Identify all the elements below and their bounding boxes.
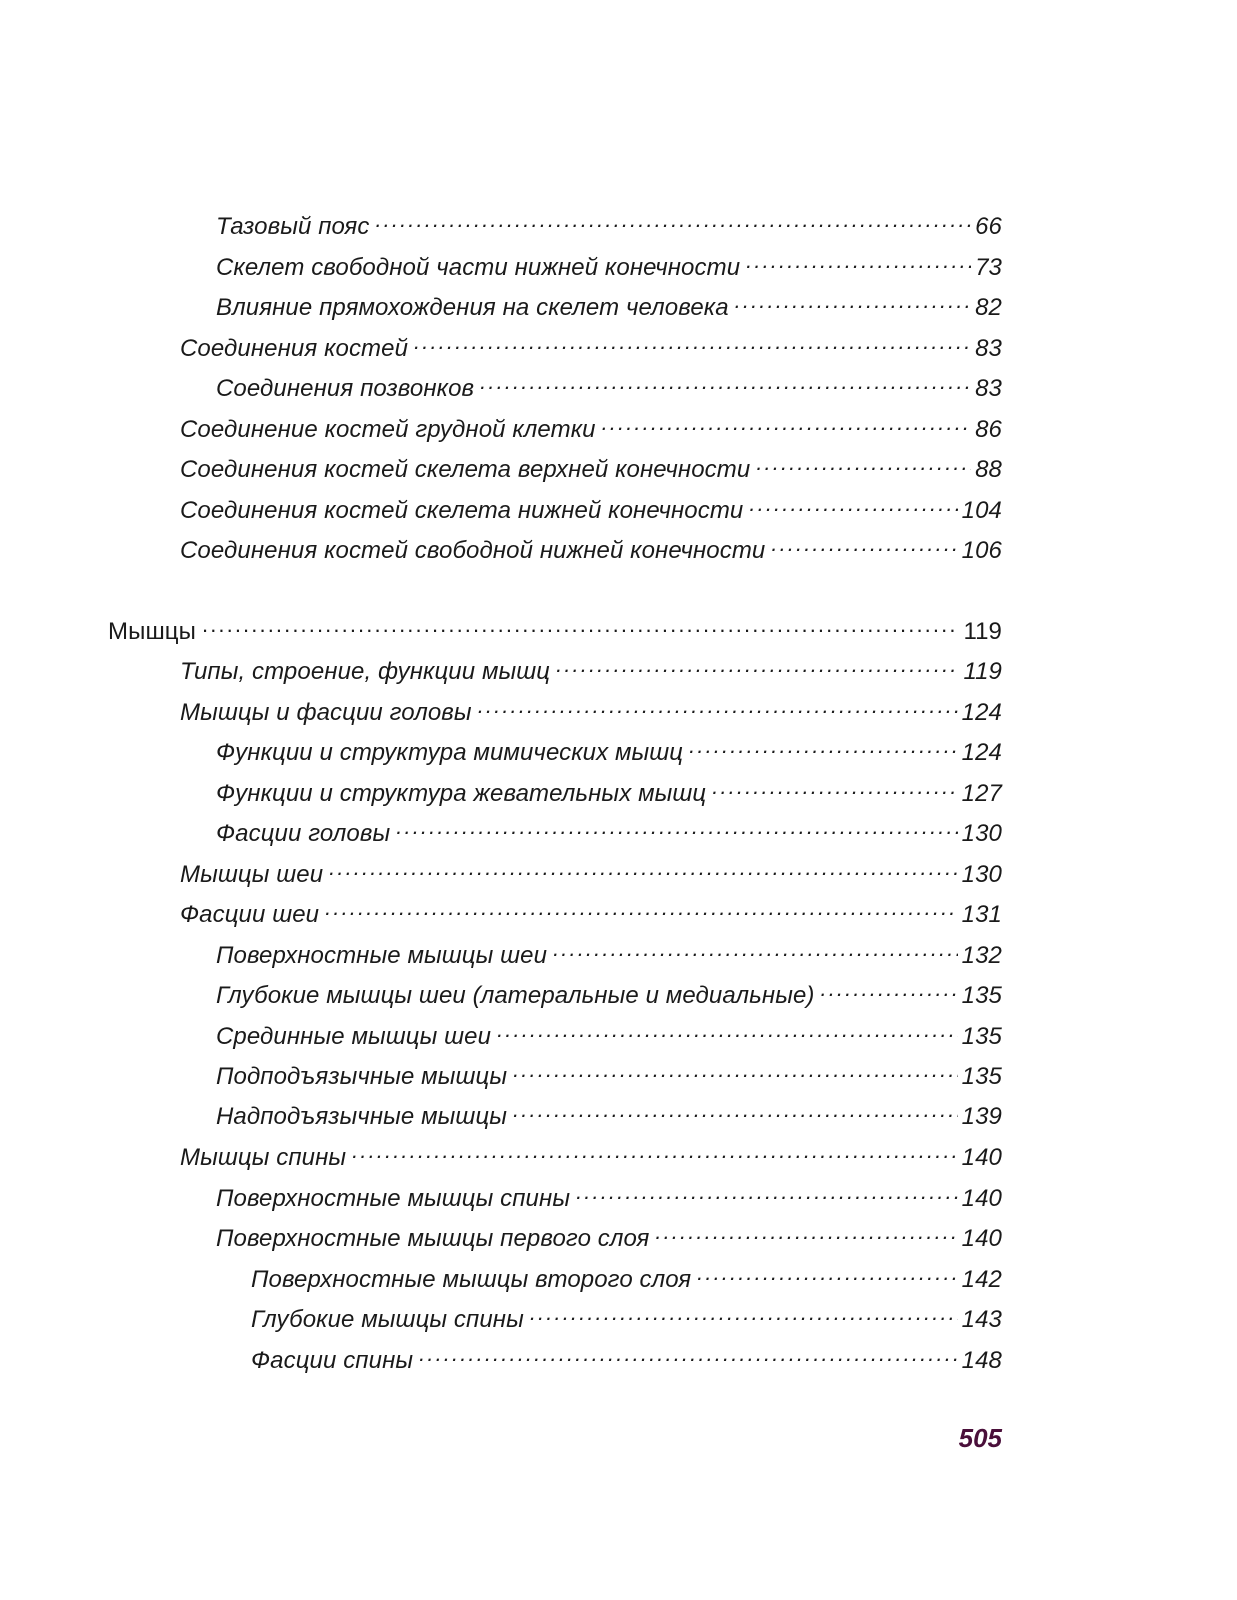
toc-entry [216,1094,1002,1132]
toc-entry [216,245,1002,283]
toc-entry-title: Мышцы спины [180,1144,347,1171]
toc-entry-title: Соединения костей [180,335,409,362]
toc-entry-title: Соединения костей скелета нижней конечности [180,497,744,524]
toc-entry-page: 66 [975,213,1002,240]
toc-entry [216,973,1002,1011]
toc-entry [216,1054,1002,1092]
dot-leader [697,1257,958,1287]
dot-leader [689,730,958,760]
toc-entry-title: Функции и структура жевательных мышц [216,780,707,807]
toc-entry [180,528,1002,566]
toc-entry-page: 127 [961,780,1002,807]
toc-entry-title: Скелет свободной части нижней конечности [216,254,741,281]
toc-entry-page: 132 [961,942,1002,969]
toc-entry [216,285,1002,323]
toc-entry-page: 106 [961,537,1002,564]
toc-entry-page: 148 [961,1347,1002,1374]
toc-entry-title: Срединные мышцы шеи [216,1023,492,1050]
toc-entry [180,407,1002,445]
dot-leader [325,892,958,922]
toc-entry-page: 86 [975,416,1002,443]
dot-leader [746,245,971,275]
toc-entry-title: Фасции шеи [180,901,320,928]
toc-entry-title: Соединения костей свободной нижней конечности [180,537,766,564]
toc-entry-page: 124 [961,699,1002,726]
toc-entry-title: Типы, строение, функции мышц [180,658,551,685]
toc-entry-page: 124 [961,739,1002,766]
toc-entry-title: Надподъязычные мышцы [216,1103,508,1130]
toc-entry-page: 140 [961,1225,1002,1252]
toc-entry [216,366,1002,404]
dot-leader [771,528,957,558]
toc-entry-page: 142 [961,1266,1002,1293]
toc-entry-page: 119 [963,658,1002,685]
dot-leader [202,609,959,639]
dot-leader [576,1176,958,1206]
toc-entry-page: 130 [961,861,1002,888]
dot-leader [749,488,957,518]
toc-entry-title: Глубокие мышцы спины [251,1306,524,1333]
toc-entry [216,1216,1002,1254]
toc-entry-title: Подподъязычные мышцы [216,1063,508,1090]
toc-entry-title: Мышцы шеи [180,861,324,888]
dot-leader [513,1094,958,1124]
dot-leader [497,1014,958,1044]
dot-leader [352,1135,958,1165]
toc-entry [216,204,1002,242]
dot-leader [478,690,958,720]
toc-entry-page: 131 [961,901,1002,928]
toc-entry-title: Глубокие мышцы шеи (латеральные и медиальные) [216,982,815,1009]
toc-entry [180,447,1002,485]
toc-entry-page: 83 [975,335,1002,362]
dot-leader [419,1338,958,1368]
toc-entry [180,1135,1002,1173]
dot-leader [756,447,971,477]
toc-entry [216,730,1002,768]
toc-entry-page: 83 [975,375,1002,402]
toc-entry-page: 130 [961,820,1002,847]
toc-chapter [108,609,1002,647]
page-number: 505 [958,1423,1002,1453]
toc-entry-title: Влияние прямохождения на скелет человека [216,294,729,321]
toc-entry [251,1338,1002,1376]
dot-leader [602,407,972,437]
toc-entry-title: Поверхностные мышцы первого слоя [216,1225,650,1252]
dot-leader [530,1297,958,1327]
toc-entry [251,1297,1002,1335]
toc-entry-page: 104 [961,497,1002,524]
toc-entry [251,1257,1002,1295]
toc-entry-title: Фасции головы [216,820,391,847]
dot-leader [655,1216,957,1246]
toc-entry-page: 119 [963,618,1002,645]
toc-entry-title: Мышцы [108,618,196,645]
toc-entry-title: Функции и структура мимических мышц [216,739,684,766]
toc-entry [180,326,1002,364]
toc-entry-title: Соединение костей грудной клетки [180,416,596,443]
toc-entry [216,933,1002,971]
dot-leader [329,852,958,882]
toc-entry [180,690,1002,728]
dot-leader [556,649,959,679]
dot-leader [396,811,957,841]
toc-entry-page: 135 [961,1063,1002,1090]
toc-entry-title: Поверхностные мышцы спины [216,1185,571,1212]
toc-entry [180,649,1002,687]
toc-entry-title: Соединения костей скелета верхней конечности [180,456,751,483]
toc-entry-title: Соединения позвонков [216,375,475,402]
toc-entry-title: Фасции спины [251,1347,414,1374]
toc-entry-page: 88 [975,456,1002,483]
toc-entry-page: 135 [961,1023,1002,1050]
toc-entry-title: Поверхностные мышцы шеи [216,942,548,969]
toc-entry [216,811,1002,849]
toc-entry-page: 135 [961,982,1002,1009]
toc-entry-title: Тазовый пояс [216,213,370,240]
toc-entry-title: Мышцы и фасции головы [180,699,472,726]
dot-leader [480,366,971,396]
dot-leader [414,326,971,356]
toc-entry [216,1014,1002,1052]
toc-entry-page: 73 [975,254,1002,281]
toc-entry-page: 139 [961,1103,1002,1130]
toc-entry [216,771,1002,809]
dot-leader [821,973,958,1003]
toc-entry-page: 140 [961,1144,1002,1171]
dot-leader [553,933,958,963]
dot-leader [735,285,971,315]
toc-entry [180,892,1002,930]
toc-entry [216,1176,1002,1214]
toc-entry-page: 143 [961,1306,1002,1333]
toc-entry-page: 140 [961,1185,1002,1212]
toc-entry-page: 82 [975,294,1002,321]
dot-leader [712,771,957,801]
dot-leader [375,204,971,234]
toc-entry-title: Поверхностные мышцы второго слоя [251,1266,692,1293]
dot-leader [513,1054,958,1084]
toc-entry [180,488,1002,526]
toc-entry [180,852,1002,890]
